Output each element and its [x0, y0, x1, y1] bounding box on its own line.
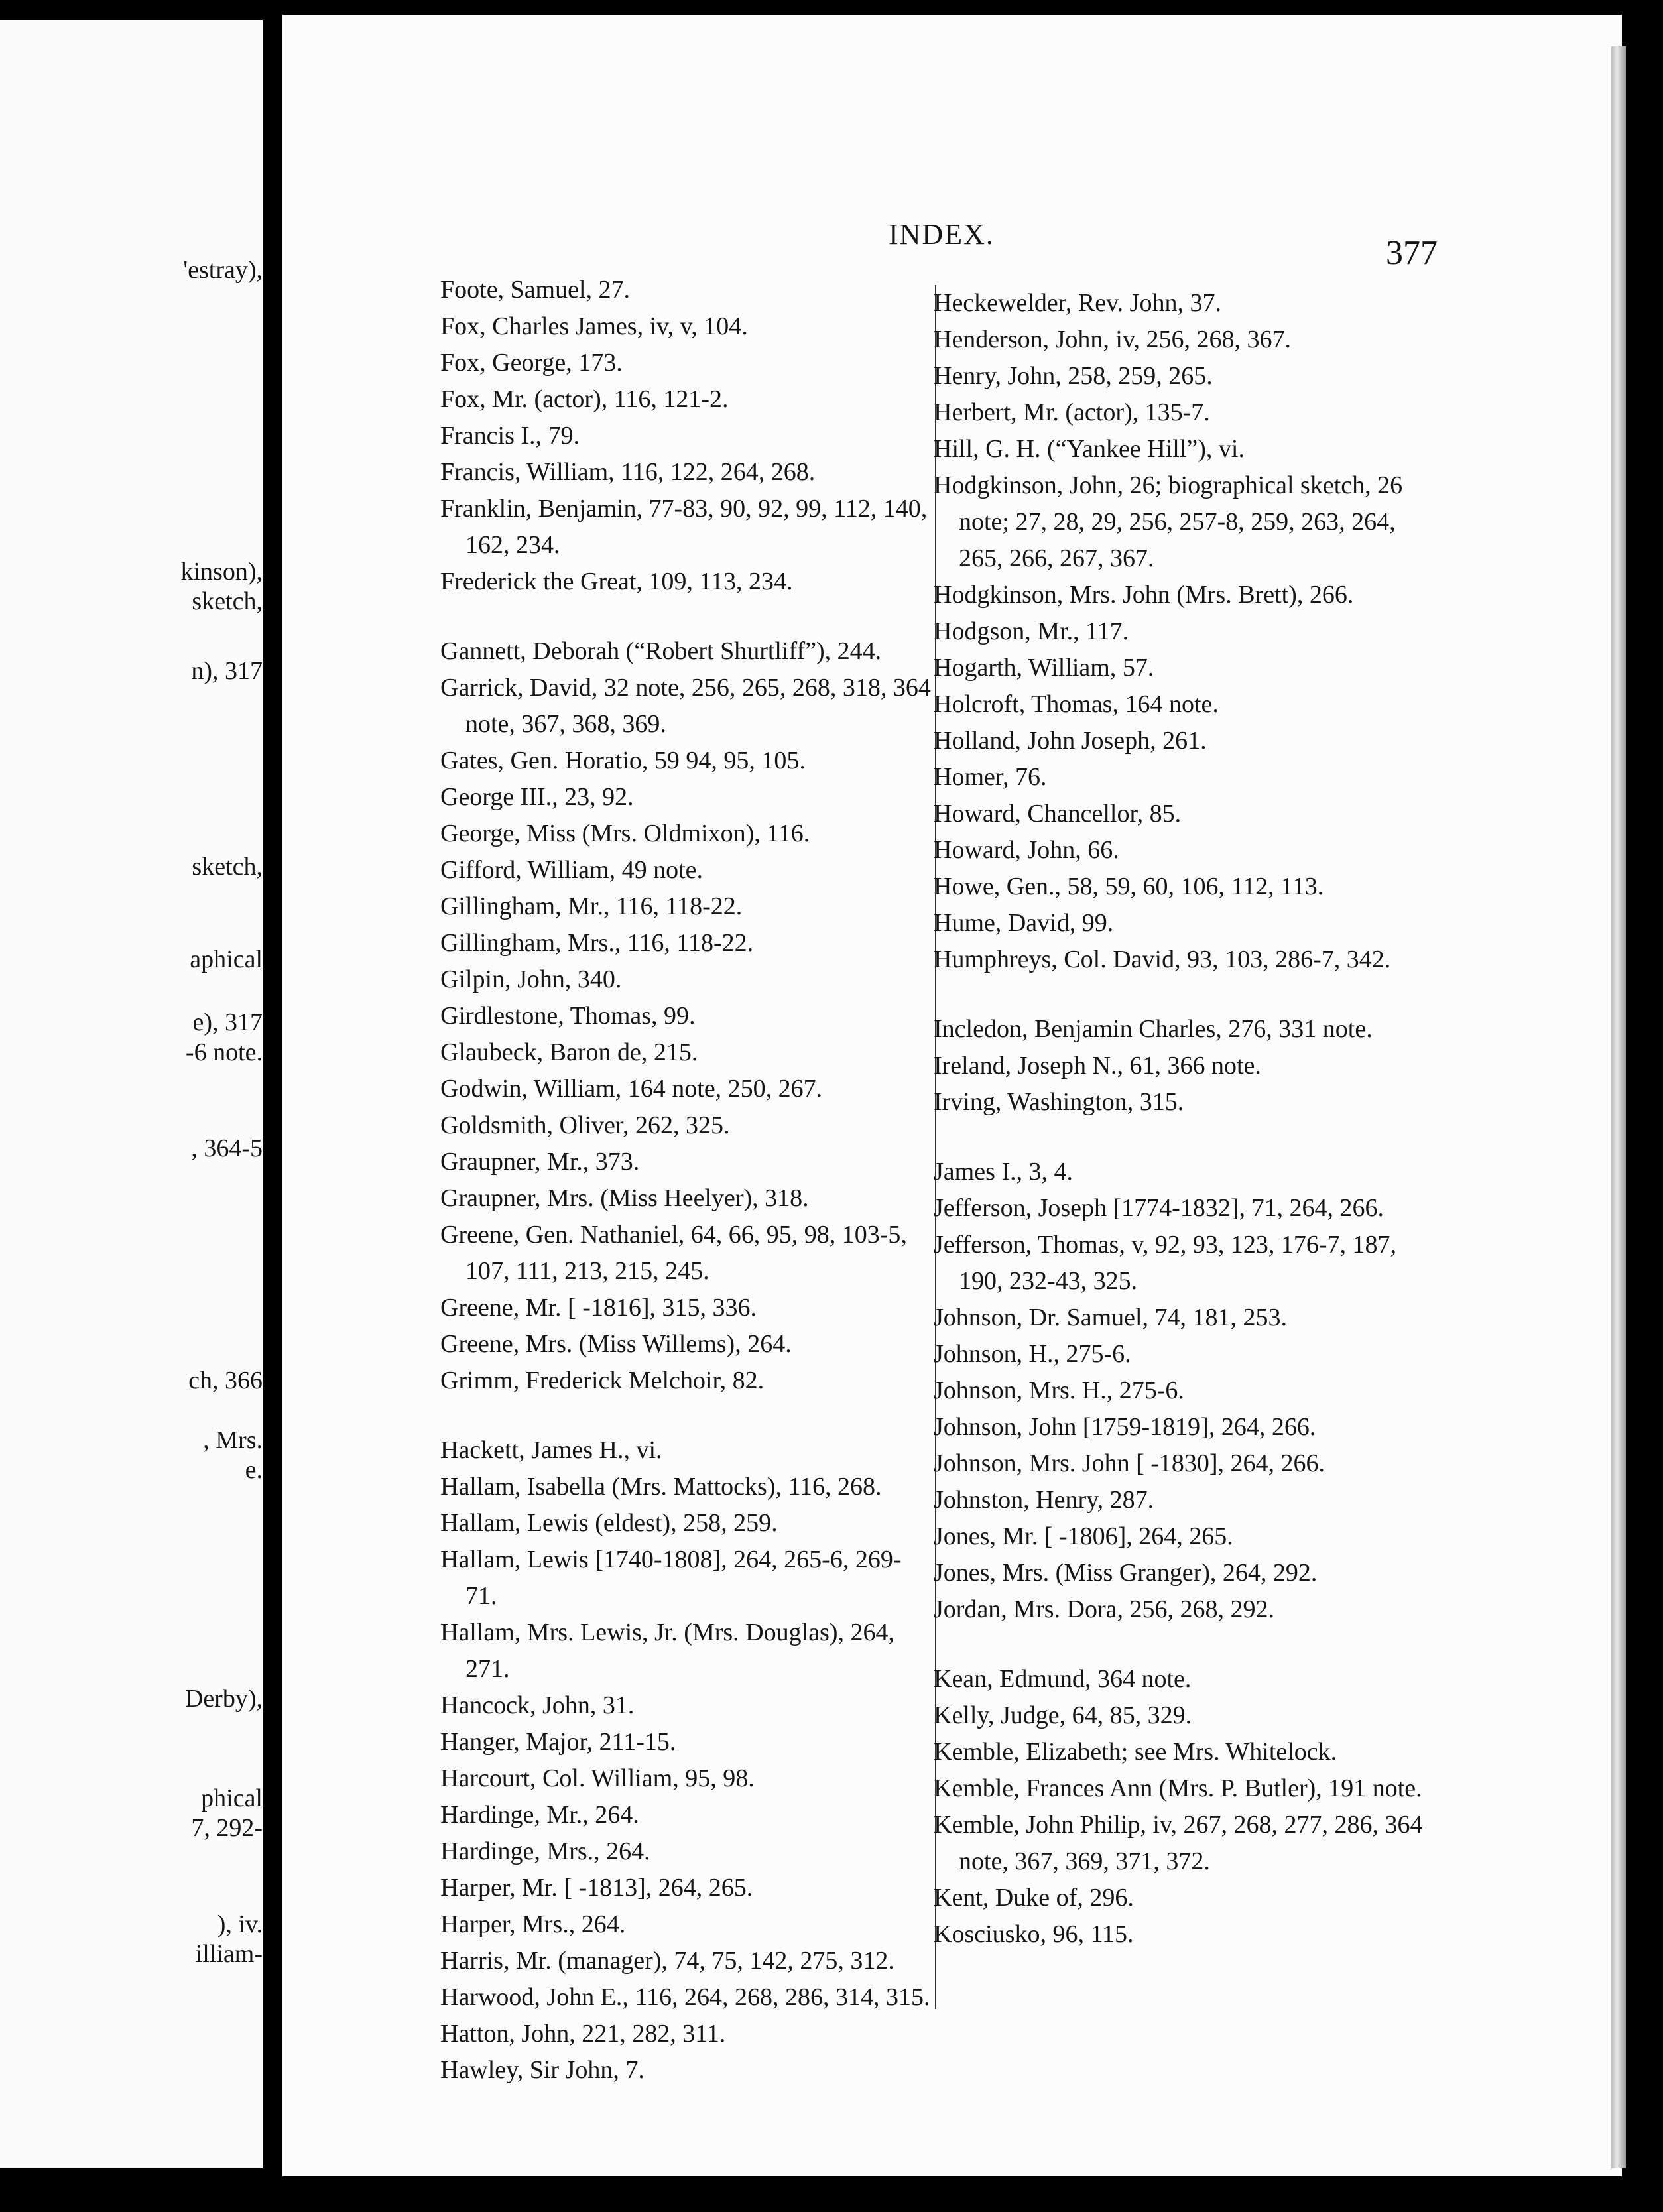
left-page-fragment: 'estray), — [183, 256, 263, 284]
index-entry: Johnston, Henry, 287. — [934, 1486, 1154, 1514]
index-entry: Graupner, Mrs. (Miss Heelyer), 318. — [440, 1184, 809, 1212]
index-entry: Fox, George, 173. — [440, 349, 623, 377]
index-entry: Gannett, Deborah (“Robert Shurtliff”), 244. — [440, 637, 882, 665]
index-entry: Harper, Mrs., 264. — [440, 1910, 626, 1938]
index-entry: Howard, John, 66. — [934, 836, 1119, 864]
index-entry: Johnson, John [1759-1819], 264, 266. — [934, 1413, 1316, 1441]
index-entry: Henry, John, 258, 259, 265. — [934, 362, 1213, 390]
index-entry: Harcourt, Col. William, 95, 98. — [440, 1764, 755, 1792]
left-page-fragment: e. — [245, 1456, 263, 1484]
left-page-fragment: Derby), — [184, 1685, 263, 1713]
index-entry: Fox, Charles James, iv, v, 104. — [440, 312, 748, 340]
index-entry: Grimm, Frederick Melchoir, 82. — [440, 1367, 765, 1394]
index-entry: Gilpin, John, 340. — [440, 965, 622, 993]
index-entry: Franklin, Benjamin, 77-83, 90, 92, 99, 112, 140, 162, 234. — [440, 495, 928, 559]
index-entry: Hume, David, 99. — [934, 909, 1114, 937]
index-entry: Hardinge, Mr., 264. — [440, 1801, 639, 1829]
index-entry: Kemble, Frances Ann (Mrs. P. Butler), 191 note. — [934, 1774, 1422, 1802]
left-page-fragment: 7, 292- — [191, 1814, 263, 1842]
index-entry: Hodgkinson, John, 26; biographical sketch, 26 note; 27, 28, 29, 256, 257-8, 259, 263, 264, 265, 266, 267, 367. — [934, 471, 1403, 572]
index-entry: Kean, Edmund, 364 note. — [934, 1665, 1192, 1693]
index-entry: Kemble, John Philip, iv, 267, 268, 277, 286, 364 note, 367, 369, 371, 372. — [934, 1811, 1423, 1875]
left-page-fragment: sketch, — [192, 853, 263, 881]
index-entry: Incledon, Benjamin Charles, 276, 331 note. — [934, 1015, 1373, 1043]
index-entry: Humphreys, Col. David, 93, 103, 286-7, 342. — [934, 946, 1391, 973]
index-entry: Fox, Mr. (actor), 116, 121-2. — [440, 385, 729, 413]
index-entry: Foote, Samuel, 27. — [440, 276, 631, 304]
index-entry: Goldsmith, Oliver, 262, 325. — [440, 1111, 730, 1139]
left-page-fragment: e), 317 — [192, 1009, 263, 1036]
index-entry: Johnson, Mrs. John [ -1830], 264, 266. — [934, 1449, 1325, 1477]
index-entry: Kelly, Judge, 64, 85, 329. — [934, 1701, 1192, 1729]
index-entry: Jefferson, Thomas, v, 92, 93, 123, 176-7, 187, 190, 232-43, 325. — [934, 1231, 1397, 1295]
index-entry: Kent, Duke of, 296. — [934, 1884, 1134, 1912]
index-entry: Johnson, H., 275-6. — [934, 1340, 1131, 1368]
index-entry: Homer, 76. — [934, 763, 1047, 791]
previous-page-fragment — [0, 20, 263, 2168]
index-entry: Holland, John Joseph, 261. — [934, 727, 1207, 755]
left-page-fragment: -6 note. — [185, 1038, 263, 1066]
index-entry: Gifford, William, 49 note. — [440, 856, 704, 884]
index-entry: Greene, Mr. [ -1816], 315, 336. — [440, 1294, 757, 1321]
index-entry: George, Miss (Mrs. Oldmixon), 116. — [440, 820, 810, 847]
index-entry: Hill, G. H. (“Yankee Hill”), vi. — [934, 435, 1245, 463]
index-entry: Johnson, Dr. Samuel, 74, 181, 253. — [934, 1304, 1288, 1331]
left-page-fragment: n), 317 — [191, 657, 263, 685]
index-entry: Gillingham, Mr., 116, 118-22. — [440, 892, 743, 920]
left-page-fragment: ch, 366 — [188, 1367, 263, 1394]
index-entry: Hogarth, William, 57. — [934, 654, 1154, 682]
index-entry: Godwin, William, 164 note, 250, 267. — [440, 1075, 823, 1103]
index-entry: Gates, Gen. Horatio, 59 94, 95, 105. — [440, 747, 806, 774]
left-page-fragment: , Mrs. — [203, 1426, 263, 1454]
left-page-fragment: illiam- — [195, 1940, 263, 1968]
index-entry: Harwood, John E., 116, 264, 268, 286, 314, 315. — [440, 1983, 930, 2011]
left-page-fragment: , 364-5 — [191, 1135, 263, 1162]
left-page-fragment: kinson), — [180, 558, 263, 585]
left-page-fragment: ), iv. — [217, 1910, 263, 1938]
index-entry: James I., 3, 4. — [934, 1158, 1074, 1186]
index-entry: Harris, Mr. (manager), 74, 75, 142, 275, 312. — [440, 1947, 894, 1975]
index-entry: Hodgkinson, Mrs. John (Mrs. Brett), 266. — [934, 581, 1354, 609]
index-entry: Hallam, Lewis (eldest), 258, 259. — [440, 1509, 778, 1537]
index-entry: Holcroft, Thomas, 164 note. — [934, 690, 1219, 718]
index-entry: Greene, Mrs. (Miss Willems), 264. — [440, 1330, 792, 1358]
index-entry: Garrick, David, 32 note, 256, 265, 268, 318, 364 note, 367, 368, 369. — [440, 674, 931, 738]
index-entry: Jordan, Mrs. Dora, 256, 268, 292. — [934, 1595, 1275, 1623]
index-column-right — [934, 285, 1444, 1953]
index-column-left — [440, 272, 931, 2089]
left-page-fragment: phical — [201, 1784, 263, 1812]
index-entry: Hodgson, Mr., 117. — [934, 617, 1129, 645]
index-entry: Herbert, Mr. (actor), 135-7. — [934, 399, 1210, 426]
index-entry: Howard, Chancellor, 85. — [934, 800, 1182, 828]
index-entry: Hackett, James H., vi. — [440, 1436, 662, 1464]
index-entry: Hanger, Major, 211-15. — [440, 1728, 676, 1756]
index-entry: Greene, Gen. Nathaniel, 64, 66, 95, 98, 103-5, 107, 111, 213, 215, 245. — [440, 1221, 907, 1285]
index-entry: Henderson, John, iv, 256, 268, 367. — [934, 326, 1291, 353]
index-entry: Hallam, Isabella (Mrs. Mattocks), 116, 268. — [440, 1473, 882, 1501]
index-entry: Francis I., 79. — [440, 422, 580, 450]
index-entry: Johnson, Mrs. H., 275-6. — [934, 1377, 1184, 1404]
index-entry: Graupner, Mr., 373. — [440, 1148, 640, 1176]
index-entry: Hatton, John, 221, 282, 311. — [440, 2020, 726, 2048]
index-entry: Irving, Washington, 315. — [934, 1088, 1184, 1116]
page-number: 377 — [1386, 234, 1438, 272]
index-entry: Frederick the Great, 109, 113, 234. — [440, 568, 793, 595]
index-entry: Glaubeck, Baron de, 215. — [440, 1038, 698, 1066]
index-entry: Jones, Mr. [ -1806], 264, 265. — [934, 1522, 1233, 1550]
index-entry: Heckewelder, Rev. John, 37. — [934, 289, 1221, 317]
left-page-fragment: sketch, — [192, 587, 263, 615]
left-page-fragment: aphical — [190, 946, 263, 973]
index-entry: Hallam, Mrs. Lewis, Jr. (Mrs. Douglas), 264, 271. — [440, 1619, 894, 1683]
index-entry: Kosciusko, 96, 115. — [934, 1920, 1134, 1948]
index-entry: Howe, Gen., 58, 59, 60, 106, 112, 113. — [934, 873, 1324, 900]
index-entry: Jefferson, Joseph [1774-1832], 71, 264, 266. — [934, 1194, 1384, 1222]
index-entry: Ireland, Joseph N., 61, 366 note. — [934, 1052, 1261, 1079]
index-entry: Harper, Mr. [ -1813], 264, 265. — [440, 1874, 753, 1902]
index-entry: Hawley, Sir John, 7. — [440, 2056, 645, 2084]
book-gutter — [263, 0, 282, 2212]
index-entry: Hallam, Lewis [1740-1808], 264, 265-6, 269-71. — [440, 1546, 902, 1610]
index-entry: George III., 23, 92. — [440, 783, 634, 811]
index-entry: Girdlestone, Thomas, 99. — [440, 1002, 696, 1030]
index-entry: Gillingham, Mrs., 116, 118-22. — [440, 929, 754, 957]
page-edge — [1611, 46, 1626, 2168]
index-entry: Hancock, John, 31. — [440, 1691, 635, 1719]
index-entry: Hardinge, Mrs., 264. — [440, 1837, 650, 1865]
page-title: INDEX. — [889, 218, 995, 251]
index-entry: Kemble, Elizabeth; see Mrs. Whitelock. — [934, 1738, 1337, 1766]
index-entry: Jones, Mrs. (Miss Granger), 264, 292. — [934, 1559, 1318, 1587]
index-entry: Francis, William, 116, 122, 264, 268. — [440, 458, 816, 486]
